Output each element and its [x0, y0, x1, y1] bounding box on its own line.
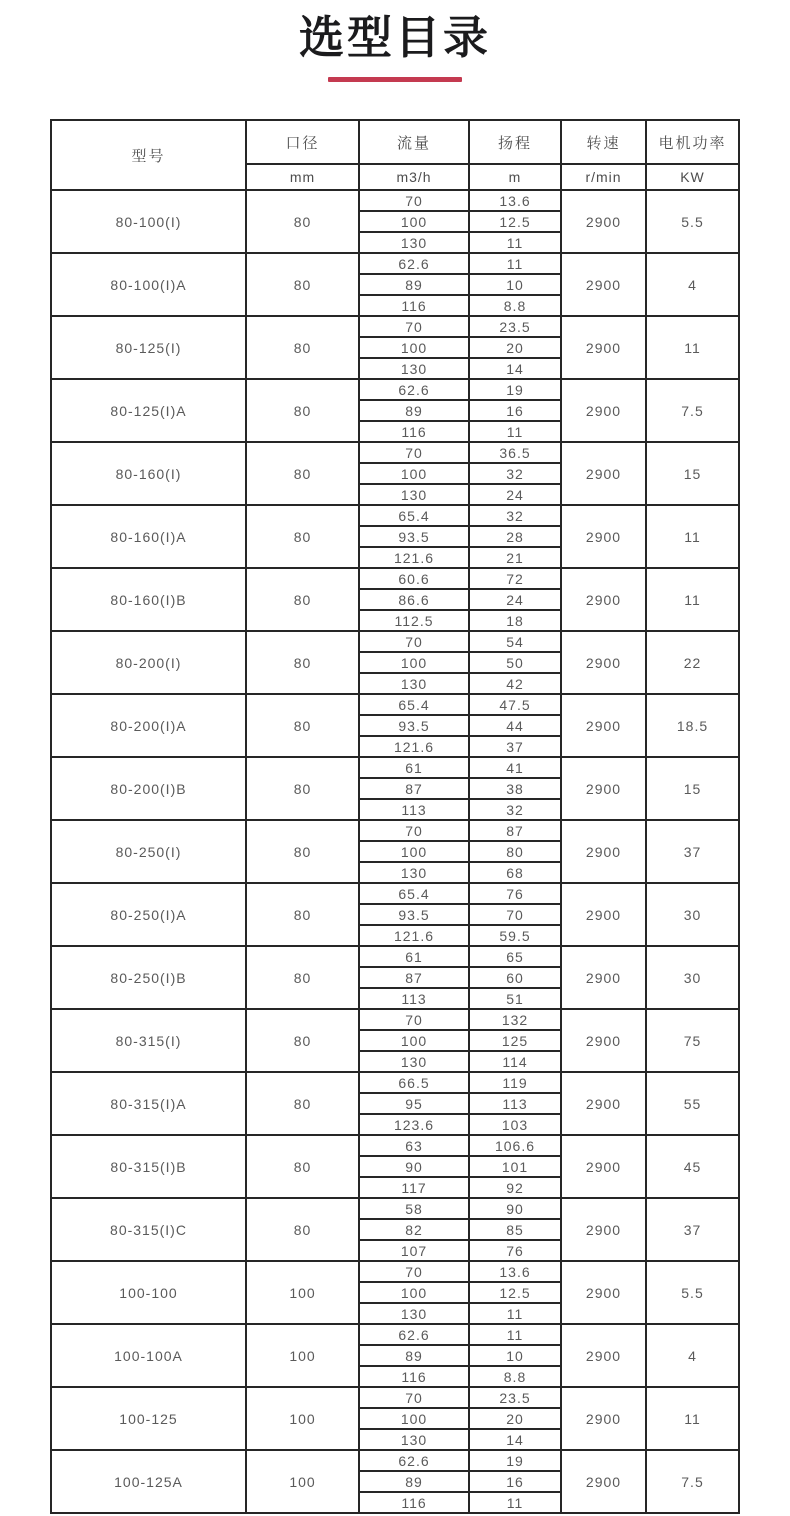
- power-cell: 4: [646, 253, 739, 316]
- head-cell: 65: [469, 946, 561, 967]
- flow-cell: 70: [359, 1387, 469, 1408]
- power-cell: 11: [646, 505, 739, 568]
- model-cell: 100-100: [51, 1261, 246, 1324]
- head-cell: 119: [469, 1072, 561, 1093]
- power-cell: 7.5: [646, 1450, 739, 1513]
- speed-cell: 2900: [561, 505, 646, 568]
- table-row: [51, 946, 739, 967]
- title-underline-bar: [328, 77, 462, 82]
- power-cell: 30: [646, 946, 739, 1009]
- head-cell: 19: [469, 379, 561, 400]
- unit-head: m: [469, 164, 561, 190]
- column-header-diameter: 口径: [246, 120, 359, 164]
- flow-cell: 65.4: [359, 694, 469, 715]
- flow-cell: 93.5: [359, 526, 469, 547]
- head-cell: 51: [469, 988, 561, 1009]
- head-cell: 8.8: [469, 1366, 561, 1387]
- flow-cell: 62.6: [359, 379, 469, 400]
- head-cell: 76: [469, 883, 561, 904]
- head-cell: 125: [469, 1030, 561, 1051]
- flow-cell: 93.5: [359, 904, 469, 925]
- head-cell: 50: [469, 652, 561, 673]
- flow-cell: 100: [359, 211, 469, 232]
- model-cell: 80-250(I)A: [51, 883, 246, 946]
- flow-cell: 130: [359, 862, 469, 883]
- flow-cell: 87: [359, 778, 469, 799]
- head-cell: 13.6: [469, 1261, 561, 1282]
- flow-cell: 121.6: [359, 736, 469, 757]
- unit-speed: r/min: [561, 164, 646, 190]
- table-row: [51, 631, 739, 652]
- flow-cell: 100: [359, 1282, 469, 1303]
- power-cell: 45: [646, 1135, 739, 1198]
- diameter-cell: 80: [246, 253, 359, 316]
- diameter-cell: 80: [246, 757, 359, 820]
- speed-cell: 2900: [561, 1450, 646, 1513]
- head-cell: 12.5: [469, 211, 561, 232]
- flow-cell: 93.5: [359, 715, 469, 736]
- column-header-model: 型号: [51, 120, 246, 190]
- flow-cell: 100: [359, 652, 469, 673]
- table-row: [51, 1198, 739, 1219]
- diameter-cell: 80: [246, 694, 359, 757]
- diameter-cell: 80: [246, 379, 359, 442]
- head-cell: 11: [469, 1324, 561, 1345]
- head-cell: 90: [469, 1198, 561, 1219]
- table-header: [51, 120, 739, 190]
- head-cell: 106.6: [469, 1135, 561, 1156]
- speed-cell: 2900: [561, 946, 646, 1009]
- flow-cell: 58: [359, 1198, 469, 1219]
- flow-cell: 61: [359, 946, 469, 967]
- speed-cell: 2900: [561, 253, 646, 316]
- power-cell: 15: [646, 757, 739, 820]
- head-cell: 87: [469, 820, 561, 841]
- diameter-cell: 80: [246, 190, 359, 253]
- speed-cell: 2900: [561, 631, 646, 694]
- flow-cell: 112.5: [359, 610, 469, 631]
- model-cell: 80-315(I)C: [51, 1198, 246, 1261]
- flow-cell: 62.6: [359, 253, 469, 274]
- flow-cell: 100: [359, 1408, 469, 1429]
- power-cell: 15: [646, 442, 739, 505]
- model-cell: 80-315(I)A: [51, 1072, 246, 1135]
- head-cell: 85: [469, 1219, 561, 1240]
- flow-cell: 100: [359, 1030, 469, 1051]
- head-cell: 11: [469, 253, 561, 274]
- head-cell: 11: [469, 1492, 561, 1513]
- head-cell: 23.5: [469, 1387, 561, 1408]
- power-cell: 11: [646, 1387, 739, 1450]
- speed-cell: 2900: [561, 442, 646, 505]
- table-row: [51, 1261, 739, 1282]
- model-cell: 80-160(I): [51, 442, 246, 505]
- table-row: [51, 505, 739, 526]
- flow-cell: 100: [359, 463, 469, 484]
- flow-cell: 87: [359, 967, 469, 988]
- head-cell: 11: [469, 232, 561, 253]
- speed-cell: 2900: [561, 316, 646, 379]
- power-cell: 5.5: [646, 190, 739, 253]
- head-cell: 103: [469, 1114, 561, 1135]
- flow-cell: 121.6: [359, 547, 469, 568]
- head-cell: 16: [469, 400, 561, 421]
- diameter-cell: 80: [246, 820, 359, 883]
- head-cell: 10: [469, 274, 561, 295]
- head-cell: 38: [469, 778, 561, 799]
- model-cell: 80-250(I)B: [51, 946, 246, 1009]
- flow-cell: 123.6: [359, 1114, 469, 1135]
- flow-cell: 116: [359, 1492, 469, 1513]
- diameter-cell: 80: [246, 946, 359, 1009]
- flow-cell: 116: [359, 421, 469, 442]
- speed-cell: 2900: [561, 379, 646, 442]
- model-cell: 100-125A: [51, 1450, 246, 1513]
- head-cell: 8.8: [469, 295, 561, 316]
- diameter-cell: 100: [246, 1261, 359, 1324]
- flow-cell: 70: [359, 316, 469, 337]
- flow-cell: 95: [359, 1093, 469, 1114]
- header-row: [51, 120, 739, 164]
- model-cell: 80-200(I)A: [51, 694, 246, 757]
- power-cell: 5.5: [646, 1261, 739, 1324]
- head-cell: 72: [469, 568, 561, 589]
- speed-cell: 2900: [561, 1198, 646, 1261]
- speed-cell: 2900: [561, 820, 646, 883]
- flow-cell: 117: [359, 1177, 469, 1198]
- table-row: [51, 883, 739, 904]
- flow-cell: 65.4: [359, 505, 469, 526]
- diameter-cell: 100: [246, 1324, 359, 1387]
- table-row: [51, 1387, 739, 1408]
- diameter-cell: 80: [246, 1072, 359, 1135]
- head-cell: 32: [469, 463, 561, 484]
- flow-cell: 130: [359, 1303, 469, 1324]
- diameter-cell: 100: [246, 1387, 359, 1450]
- head-cell: 32: [469, 799, 561, 820]
- table-row: [51, 820, 739, 841]
- table-row: [51, 253, 739, 274]
- flow-cell: 82: [359, 1219, 469, 1240]
- table-row: [51, 757, 739, 778]
- head-cell: 11: [469, 1303, 561, 1324]
- model-cell: 100-125: [51, 1387, 246, 1450]
- column-header-speed: 转速: [561, 120, 646, 164]
- head-cell: 36.5: [469, 442, 561, 463]
- head-cell: 18: [469, 610, 561, 631]
- flow-cell: 107: [359, 1240, 469, 1261]
- power-cell: 11: [646, 568, 739, 631]
- table-row: [51, 1324, 739, 1345]
- power-cell: 4: [646, 1324, 739, 1387]
- head-cell: 23.5: [469, 316, 561, 337]
- head-cell: 16: [469, 1471, 561, 1492]
- flow-cell: 86.6: [359, 589, 469, 610]
- head-cell: 20: [469, 337, 561, 358]
- speed-cell: 2900: [561, 1009, 646, 1072]
- table-row: [51, 316, 739, 337]
- head-cell: 47.5: [469, 694, 561, 715]
- head-cell: 28: [469, 526, 561, 547]
- table-row: [51, 1009, 739, 1030]
- flow-cell: 60.6: [359, 568, 469, 589]
- flow-cell: 116: [359, 295, 469, 316]
- model-cell: 80-250(I): [51, 820, 246, 883]
- speed-cell: 2900: [561, 190, 646, 253]
- column-header-power: 电机功率: [646, 120, 739, 164]
- flow-cell: 90: [359, 1156, 469, 1177]
- flow-cell: 89: [359, 274, 469, 295]
- model-cell: 80-160(I)A: [51, 505, 246, 568]
- diameter-cell: 80: [246, 1009, 359, 1072]
- head-cell: 70: [469, 904, 561, 925]
- diameter-cell: 80: [246, 442, 359, 505]
- head-cell: 19: [469, 1450, 561, 1471]
- flow-cell: 62.6: [359, 1324, 469, 1345]
- flow-cell: 121.6: [359, 925, 469, 946]
- head-cell: 12.5: [469, 1282, 561, 1303]
- flow-cell: 61: [359, 757, 469, 778]
- flow-cell: 70: [359, 1009, 469, 1030]
- flow-cell: 130: [359, 1051, 469, 1072]
- unit-power: KW: [646, 164, 739, 190]
- diameter-cell: 80: [246, 631, 359, 694]
- head-cell: 59.5: [469, 925, 561, 946]
- column-header-head: 扬程: [469, 120, 561, 164]
- head-cell: 14: [469, 1429, 561, 1450]
- speed-cell: 2900: [561, 1324, 646, 1387]
- head-cell: 32: [469, 505, 561, 526]
- table-row: [51, 694, 739, 715]
- head-cell: 20: [469, 1408, 561, 1429]
- flow-cell: 70: [359, 190, 469, 211]
- diameter-cell: 80: [246, 883, 359, 946]
- table-row: [51, 1135, 739, 1156]
- pump-selection-table: [50, 119, 740, 1514]
- head-cell: 14: [469, 358, 561, 379]
- speed-cell: 2900: [561, 568, 646, 631]
- flow-cell: 70: [359, 820, 469, 841]
- table-row: [51, 1450, 739, 1471]
- flow-cell: 62.6: [359, 1450, 469, 1471]
- table-body: [51, 190, 739, 1513]
- model-cell: 80-160(I)B: [51, 568, 246, 631]
- head-cell: 60: [469, 967, 561, 988]
- head-cell: 92: [469, 1177, 561, 1198]
- head-cell: 24: [469, 484, 561, 505]
- head-cell: 114: [469, 1051, 561, 1072]
- diameter-cell: 100: [246, 1450, 359, 1513]
- head-cell: 10: [469, 1345, 561, 1366]
- flow-cell: 130: [359, 1429, 469, 1450]
- power-cell: 7.5: [646, 379, 739, 442]
- page-title: 选型目录: [298, 12, 491, 63]
- flow-cell: 116: [359, 1366, 469, 1387]
- power-cell: 11: [646, 316, 739, 379]
- flow-cell: 70: [359, 631, 469, 652]
- head-cell: 101: [469, 1156, 561, 1177]
- head-cell: 80: [469, 841, 561, 862]
- diameter-cell: 80: [246, 1135, 359, 1198]
- power-cell: 75: [646, 1009, 739, 1072]
- model-cell: 80-200(I)B: [51, 757, 246, 820]
- flow-cell: 130: [359, 232, 469, 253]
- power-cell: 55: [646, 1072, 739, 1135]
- flow-cell: 100: [359, 337, 469, 358]
- model-cell: 80-200(I): [51, 631, 246, 694]
- head-cell: 13.6: [469, 190, 561, 211]
- model-cell: 80-125(I)A: [51, 379, 246, 442]
- speed-cell: 2900: [561, 1135, 646, 1198]
- head-cell: 76: [469, 1240, 561, 1261]
- head-cell: 113: [469, 1093, 561, 1114]
- model-cell: 80-315(I): [51, 1009, 246, 1072]
- model-cell: 80-100(I): [51, 190, 246, 253]
- model-cell: 80-315(I)B: [51, 1135, 246, 1198]
- model-cell: 100-100A: [51, 1324, 246, 1387]
- diameter-cell: 80: [246, 1198, 359, 1261]
- diameter-cell: 80: [246, 505, 359, 568]
- flow-cell: 100: [359, 841, 469, 862]
- speed-cell: 2900: [561, 694, 646, 757]
- head-cell: 68: [469, 862, 561, 883]
- head-cell: 54: [469, 631, 561, 652]
- flow-cell: 130: [359, 358, 469, 379]
- flow-cell: 89: [359, 1471, 469, 1492]
- model-cell: 80-100(I)A: [51, 253, 246, 316]
- head-cell: 42: [469, 673, 561, 694]
- flow-cell: 113: [359, 988, 469, 1009]
- table-row: [51, 379, 739, 400]
- flow-cell: 70: [359, 442, 469, 463]
- power-cell: 22: [646, 631, 739, 694]
- unit-flow: m3/h: [359, 164, 469, 190]
- model-cell: 80-125(I): [51, 316, 246, 379]
- flow-cell: 130: [359, 673, 469, 694]
- table-row: [51, 1072, 739, 1093]
- head-cell: 21: [469, 547, 561, 568]
- head-cell: 41: [469, 757, 561, 778]
- flow-cell: 63: [359, 1135, 469, 1156]
- power-cell: 37: [646, 820, 739, 883]
- power-cell: 18.5: [646, 694, 739, 757]
- flow-cell: 113: [359, 799, 469, 820]
- speed-cell: 2900: [561, 883, 646, 946]
- flow-cell: 89: [359, 400, 469, 421]
- flow-cell: 130: [359, 484, 469, 505]
- flow-cell: 89: [359, 1345, 469, 1366]
- table-row: [51, 442, 739, 463]
- flow-cell: 66.5: [359, 1072, 469, 1093]
- power-cell: 30: [646, 883, 739, 946]
- speed-cell: 2900: [561, 1387, 646, 1450]
- column-header-flow: 流量: [359, 120, 469, 164]
- speed-cell: 2900: [561, 757, 646, 820]
- speed-cell: 2900: [561, 1261, 646, 1324]
- table-row: [51, 190, 739, 211]
- flow-cell: 65.4: [359, 883, 469, 904]
- diameter-cell: 80: [246, 316, 359, 379]
- unit-diameter: mm: [246, 164, 359, 190]
- flow-cell: 70: [359, 1261, 469, 1282]
- head-cell: 44: [469, 715, 561, 736]
- power-cell: 37: [646, 1198, 739, 1261]
- speed-cell: 2900: [561, 1072, 646, 1135]
- head-cell: 37: [469, 736, 561, 757]
- diameter-cell: 80: [246, 568, 359, 631]
- table-row: [51, 568, 739, 589]
- head-cell: 11: [469, 421, 561, 442]
- head-cell: 24: [469, 589, 561, 610]
- head-cell: 132: [469, 1009, 561, 1030]
